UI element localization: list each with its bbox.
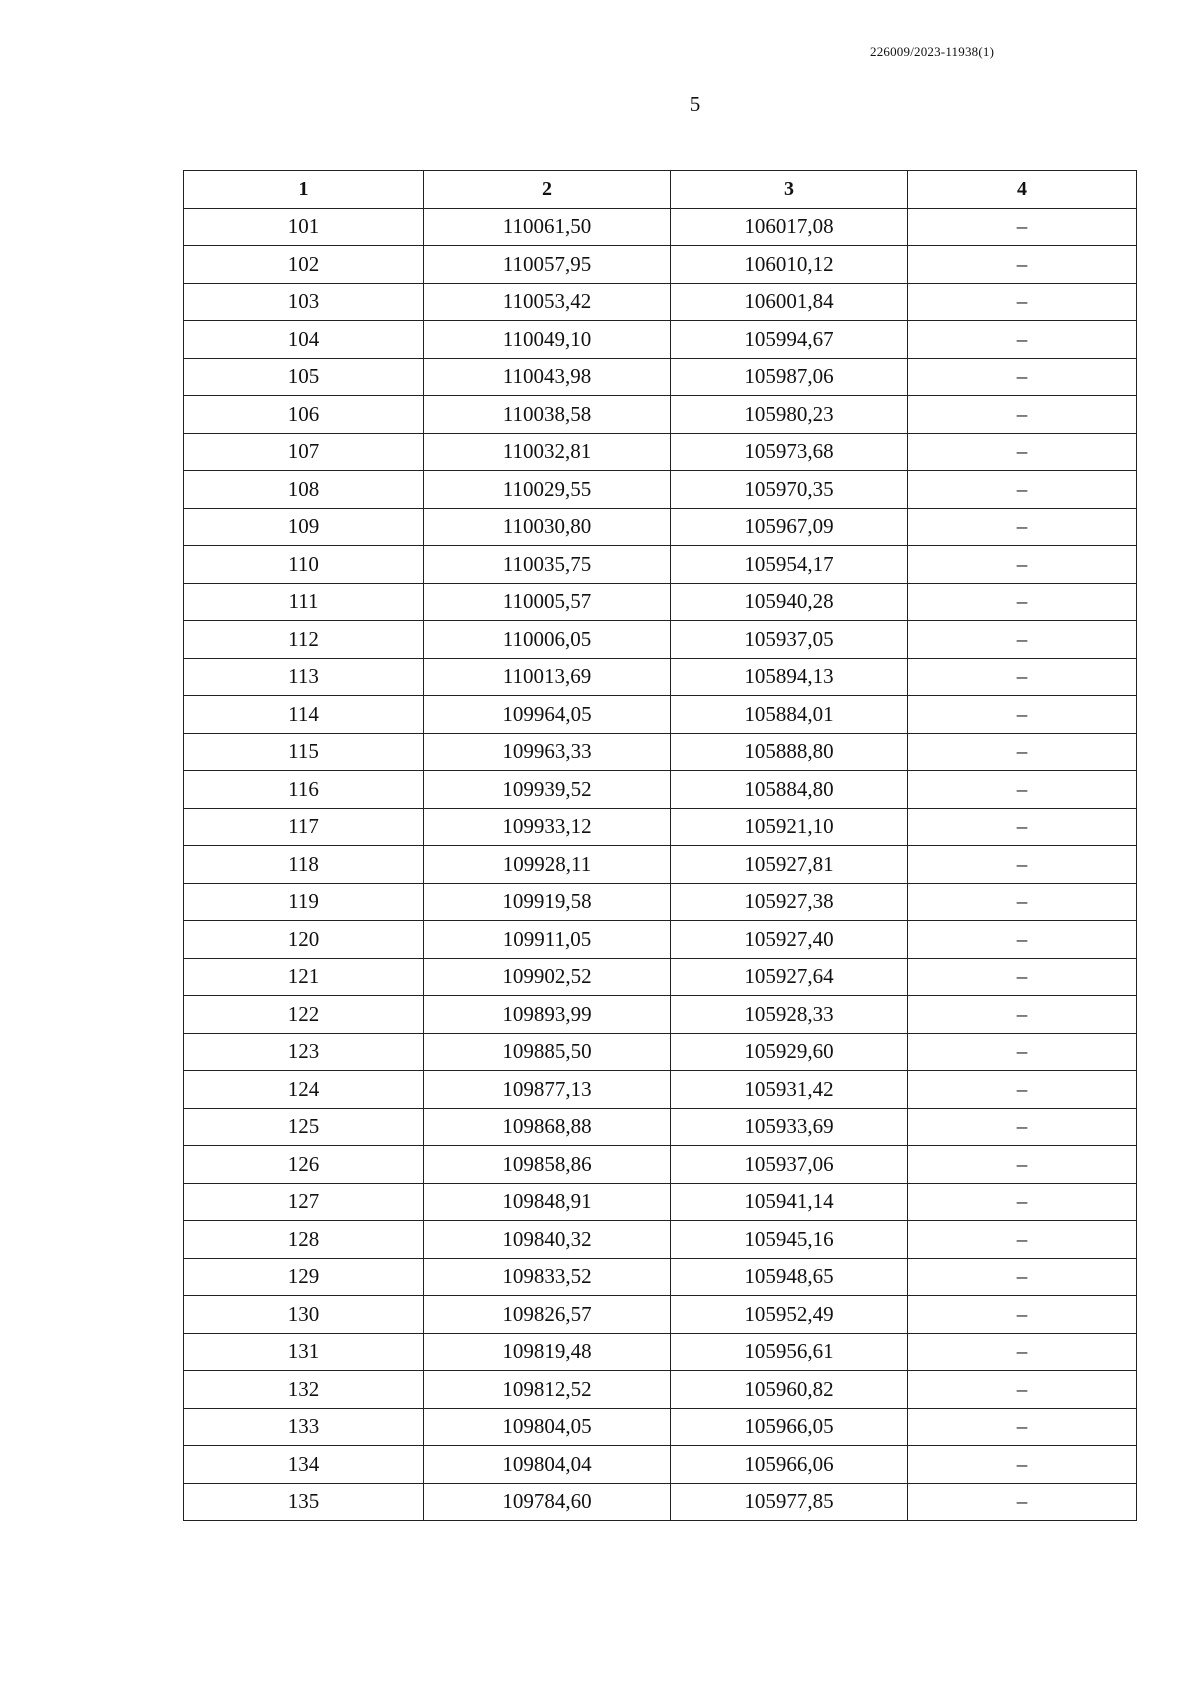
note-cell: – bbox=[908, 1146, 1137, 1184]
point-number-cell: 129 bbox=[184, 1258, 424, 1296]
note-cell: – bbox=[908, 958, 1137, 996]
x-coordinate-cell: 109833,52 bbox=[424, 1258, 671, 1296]
column-header-1: 1 bbox=[184, 171, 424, 209]
x-coordinate-cell: 109893,99 bbox=[424, 996, 671, 1034]
point-number-cell: 131 bbox=[184, 1333, 424, 1371]
table-row bbox=[184, 283, 1137, 321]
y-coordinate-cell: 105980,23 bbox=[671, 396, 908, 434]
point-number-cell: 109 bbox=[184, 508, 424, 546]
table-row bbox=[184, 1183, 1137, 1221]
table-row bbox=[184, 996, 1137, 1034]
x-coordinate-cell: 110053,42 bbox=[424, 283, 671, 321]
table-row bbox=[184, 1446, 1137, 1484]
point-number-cell: 102 bbox=[184, 246, 424, 284]
y-coordinate-cell: 105937,05 bbox=[671, 621, 908, 659]
y-coordinate-cell: 105933,69 bbox=[671, 1108, 908, 1146]
point-number-cell: 118 bbox=[184, 846, 424, 884]
x-coordinate-cell: 109928,11 bbox=[424, 846, 671, 884]
table-row bbox=[184, 771, 1137, 809]
y-coordinate-cell: 105948,65 bbox=[671, 1258, 908, 1296]
x-coordinate-cell: 110005,57 bbox=[424, 583, 671, 621]
y-coordinate-cell: 105927,38 bbox=[671, 883, 908, 921]
point-number-cell: 116 bbox=[184, 771, 424, 809]
table-row bbox=[184, 1333, 1137, 1371]
y-coordinate-cell: 105987,06 bbox=[671, 358, 908, 396]
y-coordinate-cell: 105966,06 bbox=[671, 1446, 908, 1484]
x-coordinate-cell: 109964,05 bbox=[424, 696, 671, 734]
point-number-cell: 126 bbox=[184, 1146, 424, 1184]
note-cell: – bbox=[908, 1033, 1137, 1071]
note-cell: – bbox=[908, 208, 1137, 246]
x-coordinate-cell: 110029,55 bbox=[424, 471, 671, 509]
table-row bbox=[184, 358, 1137, 396]
table-row bbox=[184, 1033, 1137, 1071]
table-row bbox=[184, 1071, 1137, 1109]
note-cell: – bbox=[908, 808, 1137, 846]
y-coordinate-cell: 105931,42 bbox=[671, 1071, 908, 1109]
table-row bbox=[184, 808, 1137, 846]
note-cell: – bbox=[908, 996, 1137, 1034]
table-row bbox=[184, 1221, 1137, 1259]
table-row bbox=[184, 471, 1137, 509]
note-cell: – bbox=[908, 1333, 1137, 1371]
note-cell: – bbox=[908, 1483, 1137, 1521]
column-header-3: 3 bbox=[671, 171, 908, 209]
point-number-cell: 106 bbox=[184, 396, 424, 434]
point-number-cell: 112 bbox=[184, 621, 424, 659]
y-coordinate-cell: 105970,35 bbox=[671, 471, 908, 509]
y-coordinate-cell: 105945,16 bbox=[671, 1221, 908, 1259]
y-coordinate-cell: 105927,81 bbox=[671, 846, 908, 884]
y-coordinate-cell: 105888,80 bbox=[671, 733, 908, 771]
table-header-row bbox=[184, 171, 1137, 209]
note-cell: – bbox=[908, 1071, 1137, 1109]
point-number-cell: 130 bbox=[184, 1296, 424, 1334]
y-coordinate-cell: 105967,09 bbox=[671, 508, 908, 546]
table-row bbox=[184, 621, 1137, 659]
point-number-cell: 108 bbox=[184, 471, 424, 509]
x-coordinate-cell: 109840,32 bbox=[424, 1221, 671, 1259]
coordinates-table bbox=[183, 170, 1137, 1521]
table-row bbox=[184, 246, 1137, 284]
note-cell: – bbox=[908, 358, 1137, 396]
x-coordinate-cell: 109939,52 bbox=[424, 771, 671, 809]
note-cell: – bbox=[908, 283, 1137, 321]
table-row bbox=[184, 658, 1137, 696]
note-cell: – bbox=[908, 658, 1137, 696]
point-number-cell: 115 bbox=[184, 733, 424, 771]
table-row bbox=[184, 321, 1137, 359]
x-coordinate-cell: 109812,52 bbox=[424, 1371, 671, 1409]
column-header-4: 4 bbox=[908, 171, 1137, 209]
x-coordinate-cell: 110057,95 bbox=[424, 246, 671, 284]
y-coordinate-cell: 105929,60 bbox=[671, 1033, 908, 1071]
table-body bbox=[184, 208, 1137, 1521]
table-row bbox=[184, 396, 1137, 434]
table-row bbox=[184, 1408, 1137, 1446]
x-coordinate-cell: 110006,05 bbox=[424, 621, 671, 659]
y-coordinate-cell: 105952,49 bbox=[671, 1296, 908, 1334]
y-coordinate-cell: 105921,10 bbox=[671, 808, 908, 846]
point-number-cell: 103 bbox=[184, 283, 424, 321]
x-coordinate-cell: 110030,80 bbox=[424, 508, 671, 546]
point-number-cell: 128 bbox=[184, 1221, 424, 1259]
note-cell: – bbox=[908, 433, 1137, 471]
table-row bbox=[184, 433, 1137, 471]
x-coordinate-cell: 110043,98 bbox=[424, 358, 671, 396]
table-row bbox=[184, 921, 1137, 959]
table-row bbox=[184, 508, 1137, 546]
note-cell: – bbox=[908, 1183, 1137, 1221]
table-row bbox=[184, 1108, 1137, 1146]
point-number-cell: 110 bbox=[184, 546, 424, 584]
y-coordinate-cell: 105994,67 bbox=[671, 321, 908, 359]
x-coordinate-cell: 109933,12 bbox=[424, 808, 671, 846]
table-row bbox=[184, 1483, 1137, 1521]
y-coordinate-cell: 105977,85 bbox=[671, 1483, 908, 1521]
x-coordinate-cell: 110032,81 bbox=[424, 433, 671, 471]
y-coordinate-cell: 105928,33 bbox=[671, 996, 908, 1034]
note-cell: – bbox=[908, 1371, 1137, 1409]
x-coordinate-cell: 109963,33 bbox=[424, 733, 671, 771]
note-cell: – bbox=[908, 1296, 1137, 1334]
point-number-cell: 120 bbox=[184, 921, 424, 959]
point-number-cell: 124 bbox=[184, 1071, 424, 1109]
x-coordinate-cell: 110035,75 bbox=[424, 546, 671, 584]
y-coordinate-cell: 105960,82 bbox=[671, 1371, 908, 1409]
point-number-cell: 117 bbox=[184, 808, 424, 846]
x-coordinate-cell: 109804,04 bbox=[424, 1446, 671, 1484]
document-number: 226009/2023-11938(1) bbox=[870, 44, 995, 59]
note-cell: – bbox=[908, 771, 1137, 809]
point-number-cell: 119 bbox=[184, 883, 424, 921]
table-row bbox=[184, 1371, 1137, 1409]
point-number-cell: 111 bbox=[184, 583, 424, 621]
note-cell: – bbox=[908, 583, 1137, 621]
table-row bbox=[184, 1258, 1137, 1296]
note-cell: – bbox=[908, 1408, 1137, 1446]
point-number-cell: 107 bbox=[184, 433, 424, 471]
point-number-cell: 127 bbox=[184, 1183, 424, 1221]
x-coordinate-cell: 109868,88 bbox=[424, 1108, 671, 1146]
table-row bbox=[184, 546, 1137, 584]
x-coordinate-cell: 109848,91 bbox=[424, 1183, 671, 1221]
y-coordinate-cell: 106001,84 bbox=[671, 283, 908, 321]
x-coordinate-cell: 109826,57 bbox=[424, 1296, 671, 1334]
point-number-cell: 122 bbox=[184, 996, 424, 1034]
point-number-cell: 114 bbox=[184, 696, 424, 734]
y-coordinate-cell: 106017,08 bbox=[671, 208, 908, 246]
note-cell: – bbox=[908, 546, 1137, 584]
x-coordinate-cell: 109877,13 bbox=[424, 1071, 671, 1109]
point-number-cell: 113 bbox=[184, 658, 424, 696]
y-coordinate-cell: 105927,40 bbox=[671, 921, 908, 959]
table-row bbox=[184, 846, 1137, 884]
note-cell: – bbox=[908, 321, 1137, 359]
x-coordinate-cell: 109804,05 bbox=[424, 1408, 671, 1446]
y-coordinate-cell: 105884,80 bbox=[671, 771, 908, 809]
y-coordinate-cell: 106010,12 bbox=[671, 246, 908, 284]
note-cell: – bbox=[908, 508, 1137, 546]
y-coordinate-cell: 105956,61 bbox=[671, 1333, 908, 1371]
point-number-cell: 125 bbox=[184, 1108, 424, 1146]
y-coordinate-cell: 105973,68 bbox=[671, 433, 908, 471]
x-coordinate-cell: 109784,60 bbox=[424, 1483, 671, 1521]
point-number-cell: 121 bbox=[184, 958, 424, 996]
note-cell: – bbox=[908, 1446, 1137, 1484]
table-row bbox=[184, 208, 1137, 246]
table-row bbox=[184, 733, 1137, 771]
point-number-cell: 104 bbox=[184, 321, 424, 359]
note-cell: – bbox=[908, 396, 1137, 434]
note-cell: – bbox=[908, 471, 1137, 509]
point-number-cell: 135 bbox=[184, 1483, 424, 1521]
table-row bbox=[184, 1296, 1137, 1334]
y-coordinate-cell: 105966,05 bbox=[671, 1408, 908, 1446]
x-coordinate-cell: 109911,05 bbox=[424, 921, 671, 959]
y-coordinate-cell: 105940,28 bbox=[671, 583, 908, 621]
table-row bbox=[184, 883, 1137, 921]
y-coordinate-cell: 105941,14 bbox=[671, 1183, 908, 1221]
x-coordinate-cell: 109858,86 bbox=[424, 1146, 671, 1184]
x-coordinate-cell: 109902,52 bbox=[424, 958, 671, 996]
note-cell: – bbox=[908, 846, 1137, 884]
note-cell: – bbox=[908, 1221, 1137, 1259]
table-row bbox=[184, 696, 1137, 734]
note-cell: – bbox=[908, 1108, 1137, 1146]
x-coordinate-cell: 110049,10 bbox=[424, 321, 671, 359]
page-number: 5 bbox=[689, 92, 701, 116]
point-number-cell: 123 bbox=[184, 1033, 424, 1071]
table-row bbox=[184, 583, 1137, 621]
point-number-cell: 105 bbox=[184, 358, 424, 396]
note-cell: – bbox=[908, 733, 1137, 771]
point-number-cell: 101 bbox=[184, 208, 424, 246]
y-coordinate-cell: 105894,13 bbox=[671, 658, 908, 696]
x-coordinate-cell: 110038,58 bbox=[424, 396, 671, 434]
x-coordinate-cell: 109919,58 bbox=[424, 883, 671, 921]
x-coordinate-cell: 110061,50 bbox=[424, 208, 671, 246]
note-cell: – bbox=[908, 696, 1137, 734]
point-number-cell: 133 bbox=[184, 1408, 424, 1446]
note-cell: – bbox=[908, 621, 1137, 659]
y-coordinate-cell: 105927,64 bbox=[671, 958, 908, 996]
x-coordinate-cell: 110013,69 bbox=[424, 658, 671, 696]
point-number-cell: 132 bbox=[184, 1371, 424, 1409]
y-coordinate-cell: 105884,01 bbox=[671, 696, 908, 734]
y-coordinate-cell: 105954,17 bbox=[671, 546, 908, 584]
x-coordinate-cell: 109885,50 bbox=[424, 1033, 671, 1071]
y-coordinate-cell: 105937,06 bbox=[671, 1146, 908, 1184]
note-cell: – bbox=[908, 246, 1137, 284]
column-header-2: 2 bbox=[424, 171, 671, 209]
point-number-cell: 134 bbox=[184, 1446, 424, 1484]
note-cell: – bbox=[908, 921, 1137, 959]
x-coordinate-cell: 109819,48 bbox=[424, 1333, 671, 1371]
note-cell: – bbox=[908, 1258, 1137, 1296]
note-cell: – bbox=[908, 883, 1137, 921]
table-row bbox=[184, 958, 1137, 996]
table-row bbox=[184, 1146, 1137, 1184]
